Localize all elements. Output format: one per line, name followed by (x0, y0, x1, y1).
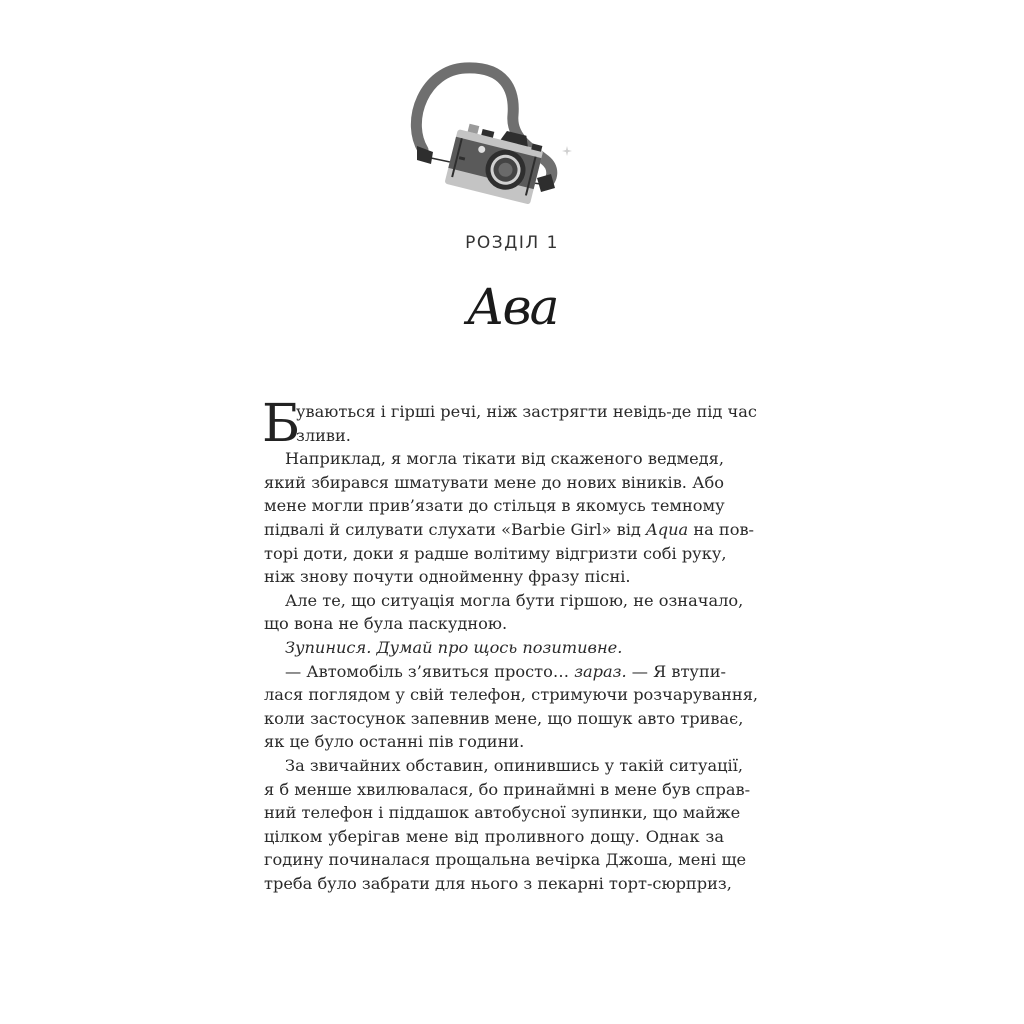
text-line: мене могли прив’язати до стільця в якомусь темному (264, 496, 725, 516)
italic-span: зараз. (574, 661, 627, 681)
text-line (264, 660, 724, 684)
drop-cap: Б (262, 394, 301, 454)
text-line: який збирався шматувати мене до нових віників. Або (264, 472, 724, 492)
body-text (262, 394, 759, 895)
chapter-title: Ава (466, 278, 558, 336)
text-line: годину починалася прощальна вечірка Джоша, мені ще (264, 850, 747, 870)
text-line: я б менше хвилювалася, бо принаймні в мене був справ- (264, 779, 751, 799)
text-span: — Я втупи- (626, 661, 726, 681)
text-line: треба було забрати для нього з пекарні торт-сюрприз, (264, 873, 732, 893)
text-line: Але те, що ситуація могла бути гіршою, не означало, (285, 590, 744, 610)
text-span: — Автомобіль з’явиться просто… (285, 661, 575, 681)
text-line: лася поглядом у свій телефон, стримуючи розчарування, (264, 685, 759, 705)
text-line: уваються і гірші речі, ніж застрягти невідь-де під час (296, 402, 757, 421)
italic-span: Aqua (646, 519, 689, 539)
text-line (264, 518, 755, 542)
text-line: що вона не була паскудною. (264, 614, 508, 634)
text-span: підвалі й силувати слухати «Barbie Girl» від (264, 519, 647, 539)
text-line: зливи. (296, 425, 351, 445)
text-line: коли застосунок запевнив мене, що пошук авто триває, (264, 708, 744, 728)
text-line: як це було останні пів години. (264, 732, 525, 752)
text-line: цілком уберігав мене від проливного дощу. Однак за (264, 826, 724, 846)
text-span: на пов- (688, 519, 755, 539)
text-line: торі доти, доки я радше волітиму відгризти собі руку, (264, 543, 727, 563)
text-line (264, 636, 724, 660)
text-line: Наприклад, я могла тікати від скаженого ведмедя, (285, 449, 724, 469)
text-line: ніж знову почути однойменну фразу пісні. (264, 567, 631, 587)
italic-span: Зупинися. Думай про щось позитивне. (285, 637, 623, 657)
text-line: За звичайних обставин, опинившись у такій ситуації, (285, 755, 744, 775)
camera-icon (405, 60, 585, 220)
text-line: ний телефон і піддашок автобусної зупинки, що майже (264, 803, 741, 823)
chapter-label: РОЗДІЛ 1 (465, 233, 559, 253)
